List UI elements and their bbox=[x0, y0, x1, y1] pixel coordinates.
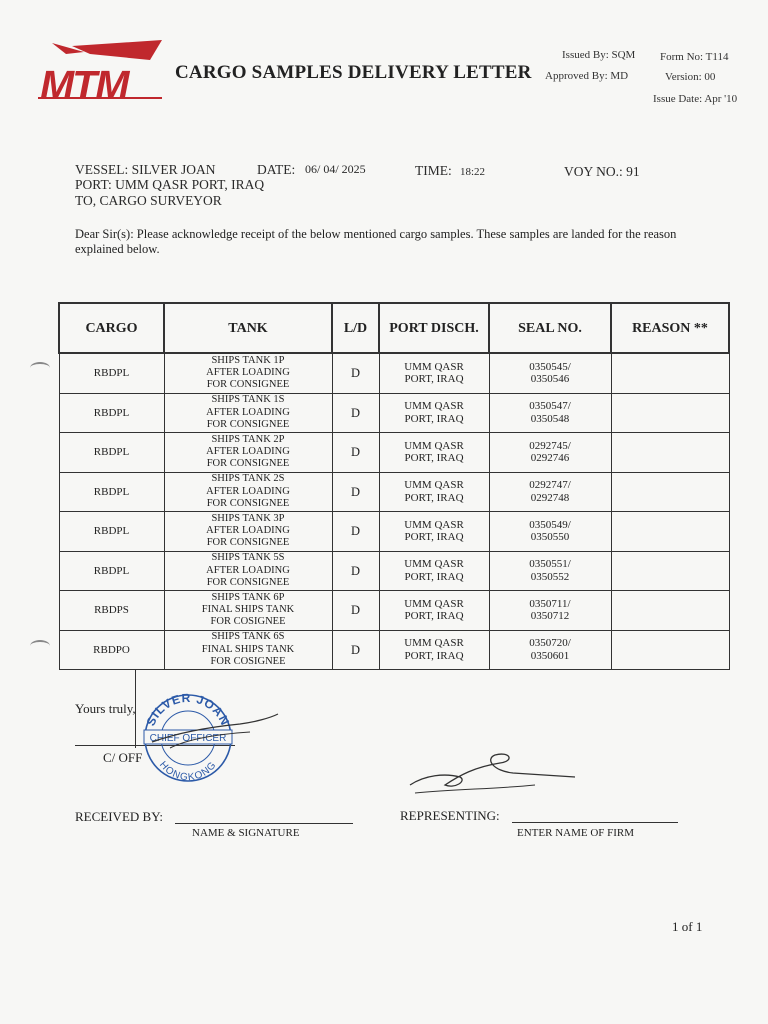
voyage-number: VOY NO.: 91 bbox=[564, 164, 640, 179]
cargo-samples-table bbox=[58, 302, 730, 670]
cell-ld bbox=[332, 433, 379, 473]
table-row bbox=[59, 353, 729, 393]
header-cargo: CARGO bbox=[59, 303, 164, 353]
cell-tank-tank3: FOR CONSIGNEE bbox=[206, 379, 290, 391]
cell-seal-no-seal1: 0350547/ bbox=[529, 400, 571, 413]
table-row bbox=[59, 433, 729, 473]
cell-port-disch-port1: UMM QASR bbox=[404, 597, 464, 610]
stamp-bottom-text: HONGKONG bbox=[156, 759, 220, 784]
cell-seal-no-seal1: 0350711/ bbox=[529, 597, 571, 610]
issue-date: Issue Date: Apr '10 bbox=[653, 93, 738, 105]
cell-ld bbox=[332, 353, 379, 393]
cell-cargo-cargo: RBDPL bbox=[93, 406, 130, 419]
cell-tank-tank2: FINAL SHIPS TANK bbox=[201, 604, 295, 616]
cell-seal-no bbox=[489, 393, 611, 433]
stamp-middle-text: CHIEF OFFICER bbox=[149, 733, 227, 744]
cell-seal-no-seal1: 0350551/ bbox=[529, 558, 571, 571]
cell-seal-no-seal2: 0350548 bbox=[530, 412, 570, 425]
cell-seal-no bbox=[489, 551, 611, 591]
cell-tank-tank2: AFTER LOADING bbox=[206, 485, 290, 497]
cell-ld bbox=[332, 393, 379, 433]
cell-tank bbox=[164, 433, 332, 473]
date-label: DATE: bbox=[257, 162, 296, 177]
cell-port-disch-port1: UMM QASR bbox=[404, 439, 464, 452]
cell-port-disch-port1: UMM QASR bbox=[404, 479, 464, 492]
cell-reason bbox=[611, 472, 729, 512]
cell-reason bbox=[611, 591, 729, 631]
cell-cargo-cargo: RBDPL bbox=[93, 525, 130, 537]
cell-seal-no-seal2: 0350550 bbox=[530, 531, 570, 544]
cell-cargo bbox=[59, 433, 164, 473]
cell-seal-no bbox=[489, 472, 611, 512]
cell-port-disch bbox=[379, 353, 489, 393]
cell-tank-tank3: FOR CONSIGNEE bbox=[206, 458, 290, 470]
cell-tank-tank1: SHIPS TANK 5S bbox=[211, 552, 285, 564]
cell-cargo bbox=[59, 472, 164, 512]
name-signature-caption: NAME & SIGNATURE bbox=[192, 827, 300, 839]
cell-tank-tank3: FOR CONSIGNEE bbox=[206, 576, 290, 588]
cell-port-disch-port2: PORT, IRAQ bbox=[404, 610, 464, 623]
document-title: CARGO SAMPLES DELIVERY LETTER bbox=[175, 62, 532, 83]
cell-tank-tank1: SHIPS TANK 2S bbox=[211, 473, 285, 485]
cell-tank bbox=[164, 353, 332, 393]
cell-reason bbox=[611, 630, 729, 670]
cell-ld-ld: D bbox=[350, 563, 361, 578]
version: Version: 00 bbox=[665, 71, 716, 83]
cell-seal-no-seal1: 0350720/ bbox=[529, 637, 571, 650]
addressee: TO, CARGO SURVEYOR bbox=[75, 193, 222, 208]
cell-cargo-cargo: RBDPO bbox=[93, 643, 130, 656]
cell-port-disch bbox=[379, 433, 489, 473]
cell-cargo bbox=[59, 512, 164, 552]
approved-by: Approved By: MD bbox=[545, 70, 629, 82]
cell-tank-tank1: SHIPS TANK 1P bbox=[211, 354, 285, 366]
cell-seal-no-seal2: 0350552 bbox=[530, 570, 570, 583]
cell-tank-tank2: AFTER LOADING bbox=[206, 367, 290, 379]
table-row bbox=[59, 551, 729, 591]
chief-officer-label: C/ OFF bbox=[103, 750, 143, 765]
time-label: TIME: bbox=[415, 163, 452, 178]
cell-port-disch bbox=[379, 591, 489, 631]
enter-firm-caption: ENTER NAME OF FIRM bbox=[517, 827, 635, 839]
cell-port-disch bbox=[379, 512, 489, 552]
cell-reason bbox=[611, 512, 729, 552]
cell-seal-no bbox=[489, 630, 611, 670]
cell-port-disch-port2: PORT, IRAQ bbox=[404, 452, 464, 465]
cell-seal-no-seal1: 0292747/ bbox=[529, 479, 571, 492]
form-number: Form No: T114 bbox=[660, 51, 729, 63]
cell-seal-no-seal1: 0350545/ bbox=[529, 360, 571, 373]
cell-ld bbox=[332, 630, 379, 670]
cell-tank bbox=[164, 393, 332, 433]
cell-tank-tank2: AFTER LOADING bbox=[206, 446, 290, 458]
header-tank: TANK bbox=[164, 303, 332, 353]
cell-tank bbox=[164, 512, 332, 552]
cell-tank bbox=[164, 551, 332, 591]
cell-tank-tank1: SHIPS TANK 6P bbox=[211, 591, 285, 603]
cell-port-disch-port2: PORT, IRAQ bbox=[404, 491, 464, 504]
cell-reason bbox=[611, 433, 729, 473]
cell-tank-tank1: SHIPS TANK 1S bbox=[211, 394, 285, 406]
receiver-signature-scribble bbox=[405, 745, 580, 800]
cell-port-disch-port2: PORT, IRAQ bbox=[404, 649, 464, 662]
cell-cargo-cargo: RBDPL bbox=[93, 485, 130, 498]
received-by-label: RECEIVED BY: bbox=[75, 809, 163, 824]
received-by-line bbox=[175, 823, 353, 824]
cell-cargo bbox=[59, 630, 164, 670]
cell-seal-no-seal1: 0350549/ bbox=[529, 518, 571, 531]
cell-ld-ld: D bbox=[350, 603, 361, 617]
cell-ld-ld: D bbox=[350, 366, 361, 380]
cell-seal-no bbox=[489, 433, 611, 473]
cell-reason bbox=[611, 353, 729, 393]
cell-ld bbox=[332, 472, 379, 512]
representing-label: REPRESENTING: bbox=[400, 808, 500, 823]
cell-seal-no-seal2: 0350546 bbox=[530, 373, 570, 386]
cell-ld-ld: D bbox=[350, 484, 361, 499]
cell-tank-tank3: FOR CONSIGNEE bbox=[206, 497, 290, 509]
cell-seal-no-seal2: 0292746 bbox=[530, 452, 570, 465]
cell-cargo bbox=[59, 393, 164, 433]
cell-ld-ld: D bbox=[350, 524, 361, 538]
cell-cargo-cargo: RBDPL bbox=[93, 446, 130, 458]
cell-cargo-cargo: RBDPS bbox=[94, 604, 129, 616]
issued-by: Issued By: SQM bbox=[562, 49, 636, 61]
cell-cargo-cargo: RBDPL bbox=[93, 367, 130, 379]
cell-ld bbox=[332, 512, 379, 552]
date-value: 06/ 04/ 2025 bbox=[305, 162, 366, 176]
cell-tank-tank1: SHIPS TANK 3P bbox=[211, 512, 285, 524]
cell-tank-tank3: FOR COSIGNEE bbox=[210, 616, 286, 628]
cell-tank-tank2: AFTER LOADING bbox=[206, 406, 290, 418]
cell-seal-no-seal2: 0292748 bbox=[530, 491, 570, 504]
cell-ld-ld: D bbox=[350, 642, 361, 657]
cell-tank-tank1: SHIPS TANK 2P bbox=[211, 433, 285, 445]
letter-body: Dear Sir(s): Please acknowledge receipt of the below mentioned cargo samples. These samples are landed for the reason explained below. bbox=[75, 227, 677, 256]
officer-signature-scribble bbox=[150, 712, 280, 752]
header-reason: REASON ** bbox=[611, 303, 729, 353]
cell-tank-tank2: AFTER LOADING bbox=[206, 564, 290, 576]
cell-seal-no-seal1: 0292745/ bbox=[529, 439, 571, 452]
port: PORT: UMM QASR PORT, IRAQ bbox=[75, 177, 265, 192]
logo-lettering: MTM bbox=[40, 62, 128, 102]
cell-tank-tank3: FOR CONSIGNEE bbox=[206, 418, 290, 430]
yours-truly: Yours truly, bbox=[75, 701, 136, 716]
svg-text:HONGKONG bbox=[157, 760, 219, 784]
cell-ld-ld: D bbox=[350, 405, 361, 420]
cell-ld bbox=[332, 551, 379, 591]
table-header-row bbox=[59, 303, 729, 353]
stamp-top-text: SILVER JOAN bbox=[143, 692, 233, 729]
cell-tank-tank2: FINAL SHIPS TANK bbox=[201, 643, 295, 655]
table-row bbox=[59, 472, 729, 512]
header-seal-no: SEAL NO. bbox=[489, 303, 611, 353]
cell-seal-no bbox=[489, 512, 611, 552]
company-logo bbox=[38, 38, 164, 102]
cell-tank-tank3: FOR CONSIGNEE bbox=[206, 537, 290, 549]
cell-cargo bbox=[59, 353, 164, 393]
cell-port-disch-port2: PORT, IRAQ bbox=[404, 373, 464, 386]
table-row bbox=[59, 393, 729, 433]
cell-reason bbox=[611, 393, 729, 433]
cell-tank bbox=[164, 472, 332, 512]
punch-hole-mark-bottom bbox=[30, 640, 50, 652]
cell-seal-no-seal2: 0350601 bbox=[530, 649, 570, 662]
cell-ld-ld: D bbox=[350, 445, 361, 459]
cell-port-disch-port2: PORT, IRAQ bbox=[404, 570, 464, 583]
cell-cargo bbox=[59, 551, 164, 591]
cell-port-disch-port2: PORT, IRAQ bbox=[404, 412, 464, 425]
cell-tank-tank3: FOR COSIGNEE bbox=[210, 655, 286, 667]
cell-reason bbox=[611, 551, 729, 591]
cell-ld bbox=[332, 591, 379, 631]
cell-seal-no bbox=[489, 591, 611, 631]
representing-line bbox=[512, 822, 678, 823]
cell-port-disch bbox=[379, 630, 489, 670]
time-value: 18:22 bbox=[460, 166, 486, 178]
cell-port-disch-port1: UMM QASR bbox=[404, 400, 464, 413]
cell-port-disch bbox=[379, 551, 489, 591]
cell-port-disch-port1: UMM QASR bbox=[404, 558, 464, 571]
cell-port-disch-port1: UMM QASR bbox=[404, 518, 464, 531]
cell-port-disch bbox=[379, 472, 489, 512]
cell-port-disch-port1: UMM QASR bbox=[404, 360, 464, 373]
cell-port-disch-port2: PORT, IRAQ bbox=[404, 531, 464, 544]
page-number: 1 of 1 bbox=[672, 919, 703, 934]
table-row bbox=[59, 591, 729, 631]
cell-seal-no-seal2: 0350712 bbox=[530, 610, 570, 623]
cell-port-disch bbox=[379, 393, 489, 433]
punch-hole-mark-top bbox=[30, 362, 50, 374]
cell-port-disch-port1: UMM QASR bbox=[404, 637, 464, 650]
vessel-name: VESSEL: SILVER JOAN bbox=[75, 162, 216, 177]
cell-cargo bbox=[59, 591, 164, 631]
table-row bbox=[59, 512, 729, 552]
header-port-disch: PORT DISCH. bbox=[379, 303, 489, 353]
cell-seal-no bbox=[489, 353, 611, 393]
cell-tank bbox=[164, 591, 332, 631]
cell-tank-tank1: SHIPS TANK 6S bbox=[211, 631, 285, 643]
cell-tank-tank2: AFTER LOADING bbox=[206, 525, 290, 537]
header-ld: L/D bbox=[332, 303, 379, 353]
cell-tank bbox=[164, 630, 332, 670]
table-row bbox=[59, 630, 729, 670]
cell-cargo-cargo: RBDPL bbox=[93, 564, 130, 577]
